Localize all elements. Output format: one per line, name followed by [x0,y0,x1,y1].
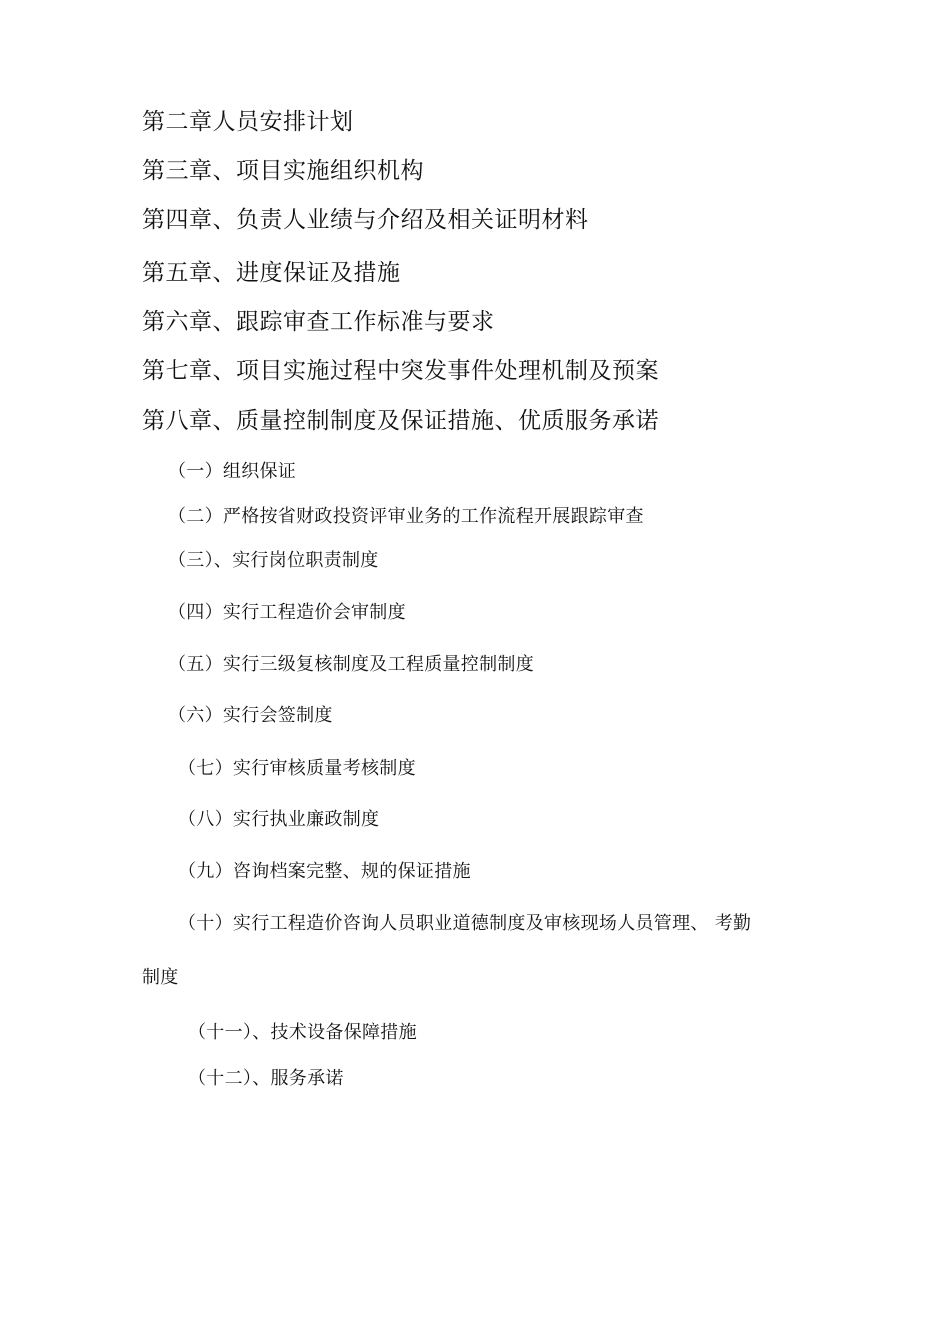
section-11: （十一）、技术设备保障措施 [188,1022,417,1043]
chapter-6-heading: 第六章、跟踪审查工作标准与要求 [142,309,495,335]
section-7: （七）实行审核质量考核制度 [178,758,416,779]
section-2: （二）严格按省财政投资评审业务的工作流程开展跟踪审查 [168,506,644,527]
section-1: （一）组织保证 [168,461,297,482]
section-4: （四）实行工程造价会审制度 [168,602,406,623]
section-10-continuation: 制度 [142,967,179,988]
chapter-7-heading: 第七章、项目实施过程中突发事件处理机制及预案 [142,358,659,384]
chapter-4-heading: 第四章、负责人业绩与介绍及相关证明材料 [142,207,589,233]
section-3: （三）、实行岗位职责制度 [168,550,379,571]
chapter-5-heading: 第五章、进度保证及措施 [142,260,401,286]
section-12: （十二）、服务承诺 [188,1068,344,1089]
chapter-8-heading: 第八章、质量控制制度及保证措施、优质服务承诺 [142,408,659,434]
chapter-3-heading: 第三章、项目实施组织机构 [142,158,424,184]
section-6: （六）实行会签制度 [168,705,333,726]
section-8: （八）实行执业廉政制度 [178,809,380,830]
section-9: （九）咨询档案完整、规的保证措施 [178,861,471,882]
section-5: （五）实行三级复核制度及工程质量控制制度 [168,654,534,675]
chapter-2-heading: 第二章人员安排计划 [142,109,354,135]
section-10: （十）实行工程造价咨询人员职业道德制度及审核现场人员管理、 考勤 [178,913,752,934]
